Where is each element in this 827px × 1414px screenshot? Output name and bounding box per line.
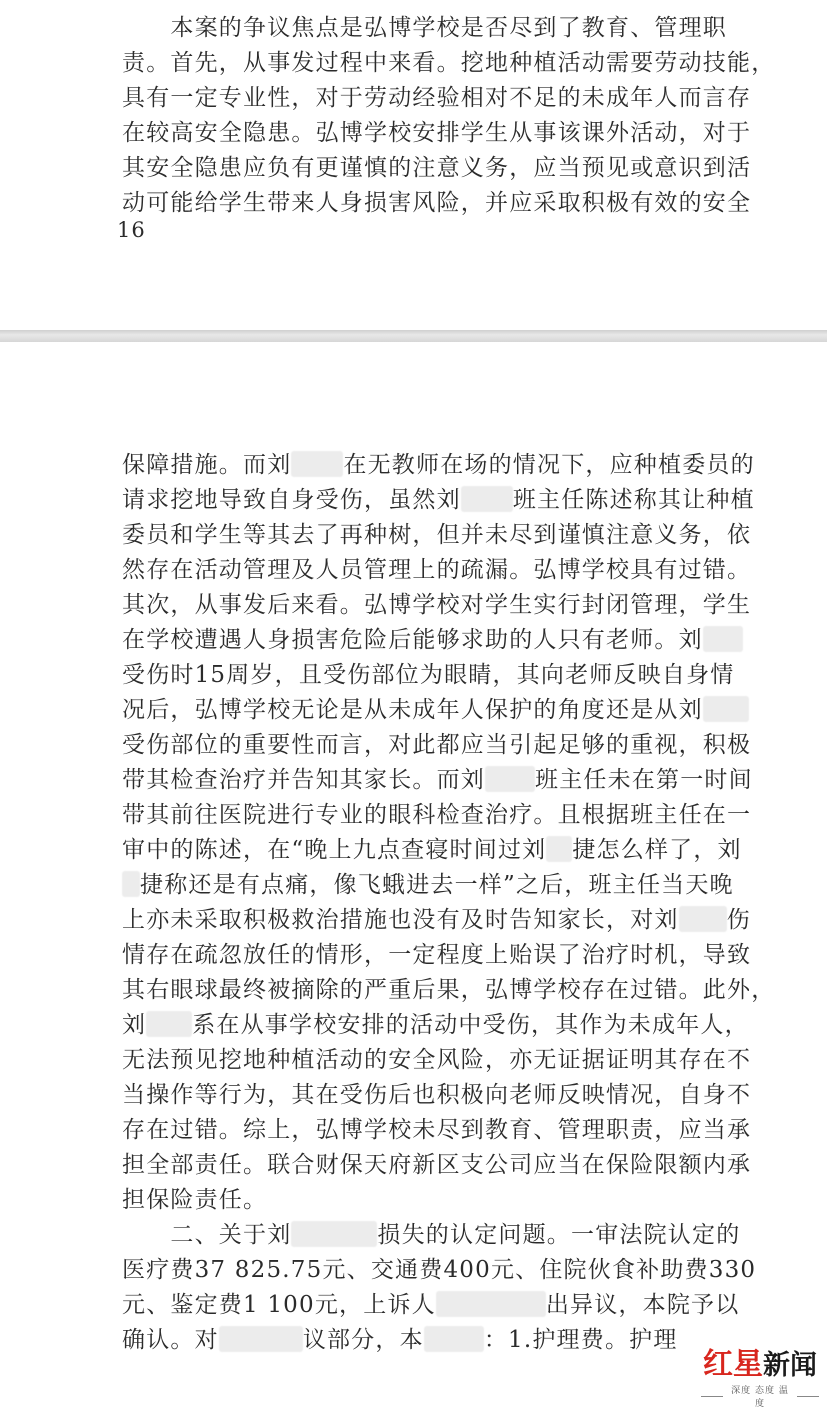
text-line: 其右眼球最终被摘除的严重后果，弘博学校存在过错。此外， <box>122 977 776 1003</box>
text-line: 存在过错。综上，弘博学校未尽到教育、管理职责，应当承 <box>122 1117 752 1143</box>
watermark-logo-text: 红星新闻 <box>703 1347 817 1382</box>
text-line: 情存在疏忽放任的情形，一定程度上贻误了治疗时机，导致 <box>122 942 752 968</box>
text-line: 然存在活动管理及人员管理上的疏漏。弘博学校具有过错。 <box>122 557 752 583</box>
redaction-block <box>291 1221 377 1247</box>
redaction-block <box>546 836 572 862</box>
text-line: 况后，弘博学校无论是从未成年人保护的角度还是从刘 <box>122 694 702 726</box>
page-number: 16 <box>117 218 146 242</box>
text-line: 二、关于刘 损失的认定问题。一审法院认定的 <box>122 1222 741 1248</box>
text-line: 动可能给学生带来人身损害风险，并应采取积极有效的安全 <box>122 190 752 216</box>
document-page-17 <box>0 342 827 1414</box>
text-line: 受伤时15周岁，且受伤部位为眼睛，其向老师反映自身情 <box>122 662 735 688</box>
text-line: 在学校遭遇人身损害危险后能够求助的人只有老师。刘 <box>122 624 702 656</box>
redaction-block <box>703 626 743 652</box>
text-line: 责。首先，从事发过程中来看。挖地种植活动需要劳动技能， <box>122 50 776 76</box>
redaction-block <box>219 1326 303 1352</box>
redaction-block <box>424 1326 484 1352</box>
text-line: 担全部责任。联合财保天府新区支公司应当在保险限额内承 <box>122 1152 752 1178</box>
text-line: 当操作等行为，其在受伤后也积极向老师反映情况，自身不 <box>122 1082 752 1108</box>
text-line: 其安全隐患应负有更谨慎的注意义务，应当预见或意识到活 <box>122 155 752 181</box>
text-line: 在较高安全隐患。弘博学校安排学生从事该课外活动，对于 <box>122 120 752 146</box>
document-page-16 <box>0 0 827 330</box>
text-line: 元、鉴定费1 100元，上诉人 出异议，本院予以 <box>122 1292 740 1318</box>
text-line: 其次，从事发后来看。弘博学校对学生实行封闭管理，学生 <box>122 592 752 618</box>
text-line: 受伤部位的重要性而言，对此都应当引起足够的重视，积极 <box>122 732 752 758</box>
text-line: 刘 系在从事学校安排的活动中受伤，其作为未成年人， <box>122 1012 749 1038</box>
text-line: 保障措施。而刘 在无教师在场的情况下，应种植委员的 <box>122 452 755 478</box>
text-line: 带其前往医院进行专业的眼科检查治疗。且根据班主任在一 <box>122 802 752 828</box>
text-line: 担保险责任。 <box>122 1187 268 1213</box>
page-separator <box>0 330 827 342</box>
text-line: 上亦未采取积极救治措施也没有及时告知家长，对刘 伤 <box>122 907 751 933</box>
text-line: 请求挖地导致自身受伤，虽然刘 班主任陈述称其让种植 <box>122 487 755 513</box>
redaction-block <box>703 696 749 722</box>
text-line: 医疗费37 825.75元、交通费400元、住院伙食补助费330 <box>122 1257 757 1283</box>
text-line: 带其检查治疗并告知其家长。而刘 班主任未在第一时间 <box>122 767 753 793</box>
redaction-block <box>679 906 727 932</box>
redaction-block <box>461 486 513 512</box>
redaction-block <box>485 766 535 792</box>
text-line: 审中的陈述，在“晚上九点查寝时间过刘 捷怎么样了，刘 <box>122 837 742 863</box>
text-line: 无法预见挖地种植活动的安全风险，亦无证据证明其存在不 <box>122 1047 752 1073</box>
text-line: 具有一定专业性，对于劳动经验相对不足的未成年人而言存 <box>122 85 752 111</box>
text-line: 确认。对 议部分，本 ：1.护理费。护理 <box>122 1327 678 1353</box>
redaction-block <box>291 451 343 477</box>
watermark-tagline: 深度 态度 温度 <box>701 1383 819 1409</box>
text-line: 本案的争议焦点是弘博学校是否尽到了教育、管理职 <box>122 15 727 41</box>
redaction-block <box>436 1291 546 1317</box>
redaction-block <box>122 871 140 897</box>
news-watermark-logo <box>701 1347 819 1409</box>
text-line: 捷称还是有点痛，像飞蛾进去一样”之后，班主任当天晚 <box>122 869 702 901</box>
text-line: 委员和学生等其去了再种树，但并未尽到谨慎注意义务，依 <box>122 522 752 548</box>
redaction-block <box>146 1011 192 1037</box>
